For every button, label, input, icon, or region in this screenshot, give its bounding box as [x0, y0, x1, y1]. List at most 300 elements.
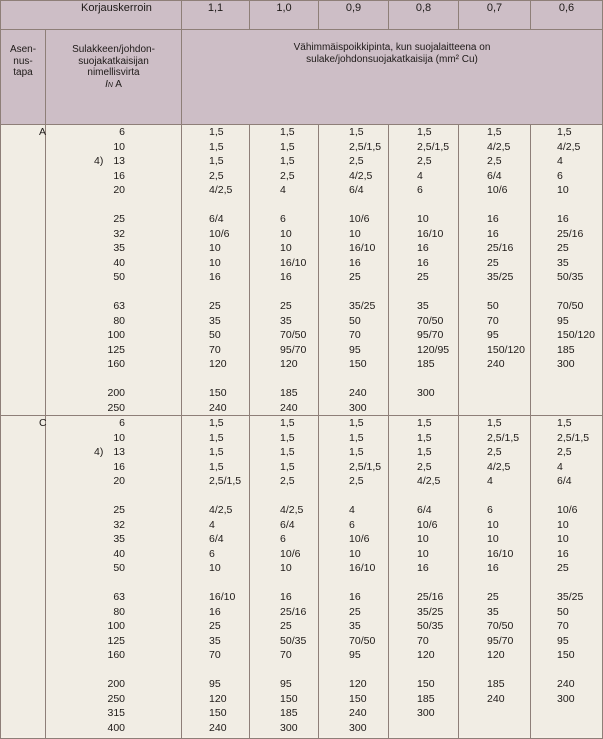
- fuse-row: [46, 605, 181, 620]
- values-column: [531, 416, 603, 739]
- fuse-row: [46, 154, 181, 169]
- values-column: [459, 416, 531, 739]
- factor-header: 0,8: [389, 1, 459, 30]
- cross-section-value: 10: [280, 227, 292, 240]
- cross-section-value: 10: [557, 533, 569, 545]
- cross-section-value: 95: [349, 343, 361, 356]
- block-gap: [182, 198, 249, 213]
- fuse-rating-value: 100: [107, 620, 126, 632]
- fuse-row: [46, 503, 181, 518]
- block-gap: [459, 489, 530, 504]
- fuse-row: [46, 125, 181, 140]
- cross-section-value: 16/10: [349, 562, 376, 574]
- cross-section-value: 50/35: [417, 620, 444, 632]
- block-gap: [531, 663, 602, 678]
- cross-section-value: [531, 401, 602, 416]
- cross-section-value: 1,5: [487, 126, 502, 138]
- fuse-rating-header: [46, 30, 182, 125]
- cross-section-value: 4: [209, 518, 215, 531]
- fuse-rating-value: 20: [113, 475, 126, 487]
- cross-section-value: 6: [280, 213, 286, 225]
- fuse-rating-value: 40: [113, 256, 126, 269]
- header-line: tapa: [13, 67, 33, 78]
- header-line: Vähimmäispoikkipinta, kun suojalaitteena on: [293, 42, 491, 53]
- cross-section-value: 1,5: [209, 446, 224, 458]
- fuse-row: [46, 431, 181, 446]
- cross-section-value: 70: [349, 329, 361, 341]
- cross-section-value: 6/4: [280, 518, 295, 531]
- fuse-row: [46, 314, 181, 329]
- cross-section-value: 95: [487, 329, 499, 341]
- fuse-row: [46, 328, 181, 343]
- cross-section-value: [459, 721, 530, 736]
- fuse-rating-value: 35: [113, 242, 126, 254]
- cross-section-value: 150: [349, 692, 367, 705]
- cross-section-value: 25: [349, 271, 361, 283]
- cross-section-value: 70: [487, 314, 499, 327]
- cross-section-value: 10/6: [487, 184, 508, 196]
- cross-section-value: 10: [209, 242, 221, 254]
- cross-section-value: 1,5: [280, 431, 295, 444]
- min-cross-section-header: [182, 30, 603, 125]
- cross-section-value: 1,5: [280, 155, 295, 167]
- group-row: [1, 125, 603, 416]
- cross-section-value: 4/2,5: [487, 460, 511, 473]
- fuse-rating-value: 10: [113, 431, 126, 444]
- footnote-mark: 4): [94, 446, 104, 458]
- block-gap: [531, 576, 602, 591]
- fuse-row: [46, 634, 181, 649]
- cross-section-value: 10/6: [209, 227, 230, 240]
- cross-section-value: 150: [557, 649, 575, 661]
- fuse-rating-value: 32: [113, 518, 126, 531]
- cross-section-value: 35/25: [349, 300, 376, 312]
- cross-section-value: 2,5: [417, 155, 432, 167]
- block-gap: [182, 285, 249, 300]
- cross-section-value: 70/50: [557, 300, 584, 312]
- header-line: nus-: [13, 55, 33, 67]
- fuse-rating-value: 50: [113, 562, 126, 574]
- cross-section-value: 2,5/1,5: [209, 475, 242, 487]
- cross-section-value: 25: [280, 620, 292, 632]
- fuse-row: [46, 445, 181, 460]
- header-line: suojakatkaisijan: [78, 55, 149, 67]
- fuse-row: [46, 169, 181, 184]
- block-gap: [182, 372, 249, 387]
- cross-section-value: 1,5: [280, 140, 295, 153]
- cross-section-value: 70: [280, 649, 292, 661]
- cross-section-value: 50: [487, 300, 499, 312]
- fuse-rating-value: 32: [113, 227, 126, 240]
- cross-section-value: 185: [280, 387, 298, 399]
- block-gap: [389, 663, 458, 678]
- cross-section-value: 4: [557, 460, 563, 473]
- fuse-row: [46, 227, 181, 242]
- cross-section-value: 6/4: [349, 184, 364, 196]
- fuse-rating-value: 315: [107, 707, 126, 719]
- cross-section-value: 25: [487, 591, 499, 603]
- fuse-rating-value: 63: [113, 300, 126, 312]
- cross-section-value: 6: [209, 547, 215, 560]
- cross-section-value: 2,5/1,5: [417, 140, 450, 153]
- block-gap: [46, 663, 181, 678]
- cross-section-value: 35: [487, 605, 499, 618]
- header-row-labels: [1, 30, 603, 125]
- cross-section-value: 70: [417, 634, 429, 647]
- values-column: [319, 125, 389, 416]
- cross-section-value: 4/2,5: [417, 475, 441, 487]
- cross-section-value: 95/70: [280, 343, 307, 356]
- cross-section-value: 10: [209, 256, 221, 269]
- fuse-unit: [46, 79, 181, 92]
- fuse-row: [46, 532, 181, 547]
- fuse-row: [46, 183, 181, 198]
- fuse-rating-value: 80: [113, 314, 126, 327]
- block-gap: [459, 663, 530, 678]
- block-gap: [46, 198, 181, 213]
- cross-section-value: 240: [209, 721, 227, 734]
- cross-section-value: 120: [417, 649, 435, 661]
- cross-section-value: 6/4: [557, 475, 572, 487]
- block-gap: [459, 198, 530, 213]
- cross-section-value: 35/25: [417, 605, 444, 618]
- block-gap: [46, 489, 181, 504]
- cross-section-value: 70: [209, 649, 221, 661]
- cross-section-value: 240: [280, 401, 298, 414]
- factor-header: 1,1: [182, 1, 250, 30]
- cross-section-value: 300: [349, 401, 367, 414]
- fuse-rating-value: 25: [113, 213, 126, 225]
- cross-section-value: 6: [557, 169, 563, 182]
- cross-section-value: 25: [209, 620, 221, 632]
- cross-section-value: 35: [349, 620, 361, 632]
- installation-method: A: [1, 125, 46, 416]
- cross-section-value: 70/50: [417, 314, 444, 327]
- cross-section-value: 50: [209, 329, 221, 341]
- cross-section-value: 120/95: [417, 343, 450, 356]
- cross-section-value: 10: [280, 562, 292, 574]
- fuse-row: [46, 212, 181, 227]
- fuse-row: [46, 547, 181, 562]
- cross-section-value: 1,5: [209, 417, 224, 429]
- fuse-rating-value: 400: [107, 721, 126, 734]
- values-column: [182, 125, 250, 416]
- cross-section-value: 185: [417, 358, 435, 370]
- cross-section-value: 10: [487, 518, 499, 531]
- cross-section-value: 1,5: [209, 126, 224, 138]
- values-column: [459, 125, 531, 416]
- fuse-row: [46, 518, 181, 533]
- cross-section-value: 16: [417, 256, 429, 269]
- cross-section-value: 10: [417, 533, 429, 545]
- cross-section-value: 35/25: [557, 591, 584, 603]
- cross-section-value: 150: [209, 387, 227, 399]
- cross-section-value: 10/6: [349, 533, 370, 545]
- cross-section-value: 70: [209, 343, 221, 356]
- cross-section-value: 25: [349, 605, 361, 618]
- cross-section-value: 4/2,5: [487, 140, 511, 153]
- fuse-rating-value: 80: [113, 605, 126, 618]
- fuse-rating-value: 125: [107, 343, 126, 356]
- cross-section-value: 300: [280, 721, 298, 734]
- block-gap: [250, 372, 318, 387]
- cross-section-value: 16/10: [280, 256, 307, 269]
- cross-section-value: 2,5: [280, 475, 295, 487]
- cross-section-value: 35: [209, 314, 221, 327]
- block-gap: [182, 489, 249, 504]
- cross-section-value: 1,5: [280, 460, 295, 473]
- cross-section-value: 150: [209, 707, 227, 719]
- cross-section-value: 6/4: [417, 504, 432, 516]
- cross-section-value: 2,5: [487, 155, 502, 167]
- cross-section-value: 185: [557, 343, 575, 356]
- cross-section-value: 120: [209, 358, 227, 370]
- cross-section-value: 10: [557, 518, 569, 531]
- cross-section-value: 1,5: [417, 431, 432, 444]
- block-gap: [182, 663, 249, 678]
- cross-section-value: 50: [557, 605, 569, 618]
- cross-section-value: 10/6: [349, 213, 370, 225]
- cross-section-value: 2,5/1,5: [487, 431, 520, 444]
- block-gap: [389, 285, 458, 300]
- cross-section-value: 70/50: [349, 634, 376, 647]
- cross-section-value: 25/16: [557, 227, 584, 240]
- block-gap: [46, 576, 181, 591]
- cross-section-value: 185: [280, 707, 298, 719]
- fuse-rating-value: 13: [113, 446, 126, 458]
- cross-section-value: 10: [280, 242, 292, 254]
- asennustapa-header: [1, 30, 46, 125]
- fuse-unit-symbol: I: [105, 78, 108, 90]
- fuse-unit-rest: A: [112, 78, 122, 90]
- cross-section-value: 240: [349, 707, 367, 719]
- block-gap: [46, 285, 181, 300]
- cross-section-value: 150/120: [557, 329, 595, 341]
- cross-section-value: 10: [417, 213, 429, 225]
- cross-section-value: 185: [487, 678, 505, 690]
- factor-header: 0,7: [459, 1, 531, 30]
- cross-section-value: 95: [557, 634, 569, 647]
- block-gap: [459, 576, 530, 591]
- cross-section-value: 1,5: [349, 417, 364, 429]
- fuse-rating-value: 63: [113, 591, 126, 603]
- cross-section-value: 1,5: [417, 446, 432, 458]
- fuse-rating-value: 6: [119, 126, 126, 138]
- fuse-row: [46, 241, 181, 256]
- block-gap: [459, 372, 530, 387]
- cross-section-value: 25: [487, 256, 499, 269]
- fuse-row: [46, 648, 181, 663]
- cross-section-value: 95: [349, 649, 361, 661]
- cross-section-value: 16: [487, 562, 499, 574]
- fuse-rating-value: 16: [113, 460, 126, 473]
- fuse-row: [46, 460, 181, 475]
- cross-section-value: 150/120: [487, 343, 525, 356]
- fuse-row: [46, 386, 181, 401]
- fuse-row: [46, 357, 181, 372]
- cross-section-value: 1,5: [417, 126, 432, 138]
- installation-method: C: [1, 416, 46, 739]
- block-gap: [389, 576, 458, 591]
- factor-header: 0,6: [531, 1, 603, 30]
- fuse-rating-value: 200: [107, 678, 126, 690]
- fuse-row: [46, 561, 181, 576]
- cross-section-value: 16: [557, 547, 569, 560]
- cross-section-value: 25: [417, 271, 429, 283]
- block-gap: [319, 198, 388, 213]
- cross-section-value: 240: [487, 692, 505, 705]
- block-gap: [531, 198, 602, 213]
- cross-section-value: 4: [280, 184, 286, 196]
- block-gap: [250, 285, 318, 300]
- cross-section-value: 35: [209, 634, 221, 647]
- fuse-row: [46, 401, 181, 416]
- block-gap: [389, 489, 458, 504]
- cross-section-value: [459, 401, 530, 416]
- fuse-column: [46, 125, 182, 416]
- block-gap: [319, 663, 388, 678]
- factor-header: 0,9: [319, 1, 389, 30]
- fuse-column: [46, 416, 182, 739]
- cross-section-value: [389, 721, 458, 736]
- fuse-rating-value: 50: [113, 271, 126, 283]
- cross-section-value: 10/6: [557, 504, 578, 516]
- cross-section-value: 16: [487, 213, 499, 225]
- cross-section-value: 240: [487, 358, 505, 370]
- cross-section-value: 2,5/1,5: [349, 460, 382, 473]
- cross-section-value: 150: [349, 358, 367, 370]
- cross-section-value: 16/10: [417, 227, 444, 240]
- fuse-row: [46, 677, 181, 692]
- block-gap: [319, 285, 388, 300]
- fuse-row: [46, 343, 181, 358]
- cross-section-value: 10: [349, 227, 361, 240]
- block-gap: [531, 489, 602, 504]
- fuse-rating-value: 20: [113, 184, 126, 196]
- cross-section-value: 240: [349, 387, 367, 399]
- header-line: Asen-: [9, 44, 37, 55]
- cross-section-value: 2,5: [349, 155, 364, 167]
- cross-section-value: 10/6: [280, 547, 301, 560]
- korjauskerroin-label: Korjauskerroin: [1, 1, 182, 30]
- cross-section-value: 6: [280, 533, 286, 545]
- cross-section-value: [531, 706, 602, 721]
- header-line: Sulakkeen/johdon-: [72, 44, 155, 55]
- cross-section-value: 1,5: [280, 417, 295, 429]
- fuse-rating-value: 125: [107, 634, 126, 647]
- fuse-rating-value: 160: [107, 358, 126, 370]
- values-column: [531, 125, 603, 416]
- values-column: [389, 125, 459, 416]
- block-gap: [459, 285, 530, 300]
- cross-section-value: 300: [417, 707, 435, 719]
- cross-section-value: [531, 721, 602, 736]
- cross-section-value: 6: [487, 504, 493, 516]
- cross-section-value: 35: [417, 300, 429, 312]
- values-column: [389, 416, 459, 739]
- cross-section-value: 300: [557, 692, 575, 705]
- block-gap: [250, 489, 318, 504]
- block-gap: [389, 372, 458, 387]
- fuse-rating-value: 160: [107, 649, 126, 661]
- header-row-factors: [1, 1, 603, 30]
- block-gap: [389, 198, 458, 213]
- cross-section-value: 1,5: [487, 417, 502, 429]
- cross-section-value: 240: [209, 401, 227, 414]
- cross-section-value: 185: [417, 692, 435, 705]
- header-line: sulake/johdonsuojakatkaisija (mm² Cu): [306, 53, 478, 65]
- cross-section-value: 1,5: [280, 126, 295, 138]
- cross-section-value: 6/4: [209, 213, 224, 225]
- cross-section-value: 50/35: [557, 271, 584, 283]
- cross-section-value: 16: [280, 271, 292, 283]
- cross-section-value: 2,5: [349, 475, 364, 487]
- values-column: [319, 416, 389, 739]
- cross-section-value: 16: [417, 562, 429, 574]
- cross-section-value: 25: [557, 242, 569, 254]
- cross-section-value: 70/50: [280, 329, 307, 341]
- cross-section-value: 95: [280, 678, 292, 690]
- cross-section-value: 6: [417, 184, 423, 196]
- cross-section-value: 150: [417, 678, 435, 690]
- cross-section-value: [389, 401, 458, 416]
- fuse-row: [46, 416, 181, 431]
- fuse-rating-value: 40: [113, 547, 126, 560]
- cross-section-value: [459, 706, 530, 721]
- cross-section-value: 4: [487, 475, 493, 487]
- cross-section-value: 6/4: [487, 169, 502, 182]
- cross-section-value: 2,5/1,5: [349, 140, 382, 153]
- fuse-rating-value: 13: [113, 155, 126, 167]
- fuse-rating-value: 10: [113, 140, 126, 153]
- cross-section-value: 2,5: [557, 446, 572, 458]
- cross-section-value: 10: [417, 547, 429, 560]
- cross-section-value: 120: [209, 692, 227, 705]
- fuse-rating-value: 16: [113, 169, 126, 182]
- fuse-row: [46, 256, 181, 271]
- cross-section-value: 4/2,5: [209, 504, 233, 516]
- block-gap: [319, 372, 388, 387]
- cross-section-value: 70/50: [487, 620, 514, 632]
- cross-section-value: 16: [209, 271, 221, 283]
- cross-section-value: [459, 386, 530, 401]
- cross-section-value: 240: [557, 678, 575, 690]
- cross-section-value: 1,5: [209, 140, 224, 153]
- cross-section-value: 35/25: [487, 271, 514, 283]
- cross-section-value: 95/70: [417, 329, 444, 341]
- cross-section-value: 10: [557, 184, 569, 196]
- cross-section-value: 50/35: [280, 634, 307, 647]
- fuse-unit-sub: N: [107, 81, 113, 89]
- block-gap: [319, 489, 388, 504]
- cross-section-value: 25/16: [417, 591, 444, 603]
- cross-section-value: 35: [280, 314, 292, 327]
- cross-section-value: 150: [280, 692, 298, 705]
- cross-section-value: 25: [557, 562, 569, 574]
- cross-section-value: 2,5/1,5: [557, 431, 590, 444]
- cross-section-value: 10: [209, 562, 221, 574]
- cross-section-value: 70: [557, 620, 569, 632]
- cross-section-value: 16: [349, 591, 361, 603]
- cross-section-value: 2,5: [209, 169, 224, 182]
- cross-section-value: 25: [280, 300, 292, 312]
- cross-section-value: 25: [209, 300, 221, 312]
- fuse-rating-value: 35: [113, 533, 126, 545]
- footnote-mark: 4): [94, 155, 104, 167]
- fuse-rating-value: 250: [107, 692, 126, 705]
- header-line: nimellisvirta: [87, 67, 140, 78]
- cross-section-value: 300: [349, 721, 367, 734]
